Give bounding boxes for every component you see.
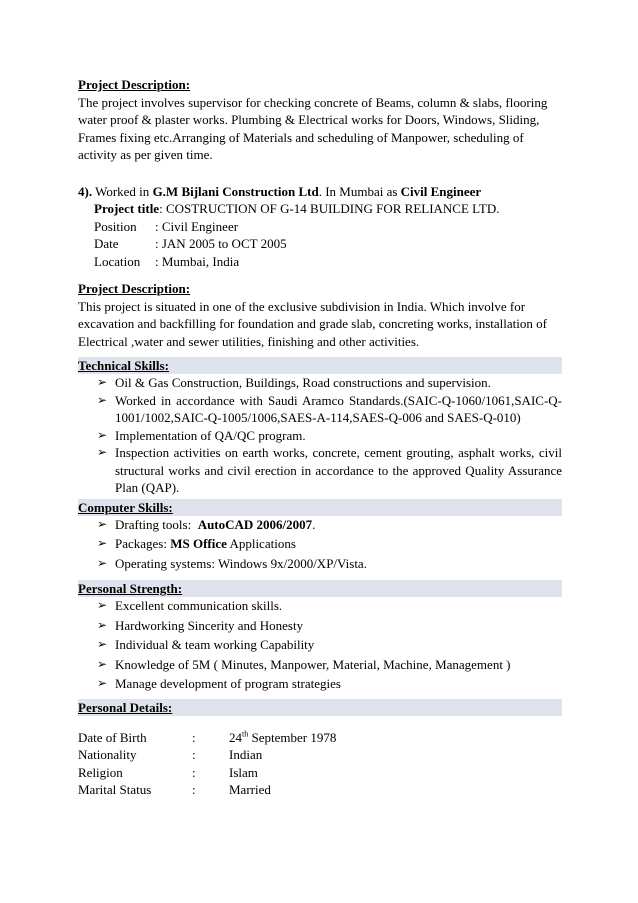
job-number: 4). — [78, 183, 93, 199]
project-description-text: This project is situated in one of the exclusive subdivision in India. Which involve for excavation and backfilling for foundation and grade slab, concreting works, installation of Electrical ,water and sewer utilities, finishing and other activities. — [78, 298, 547, 349]
arrow-bullet-icon: ➢ — [97, 637, 108, 651]
list-item-text: Implementation of QA/QC program. — [115, 427, 306, 443]
arrow-bullet-icon: ➢ — [97, 676, 108, 690]
detail-separator: : — [192, 729, 196, 745]
list-item — [78, 636, 562, 654]
list-item-text: Applications — [226, 536, 296, 551]
arrow-bullet-icon: ➢ — [97, 598, 108, 612]
detail-value: Married — [229, 782, 271, 797]
list-item — [78, 427, 562, 445]
personal-details — [78, 729, 562, 799]
date-row — [78, 235, 562, 253]
project-title-value: : COSTRUCTION OF G-14 BUILDING FOR RELIANCE LTD. — [159, 201, 500, 216]
list-item-text: Excellent communication skills. — [115, 598, 283, 613]
project-description-text: The project involves supervisor for checking concrete of Beams, column & slabs, flooring water proof & plaster works. Plumbing & Electrical works for Doors, Windows, Sliding, Frames fixing etc.Arranging of Materials and scheduling of Manpower, scheduling of activity as per given time. — [78, 94, 548, 162]
list-item-text: Knowledge of 5M ( Minutes, Manpower, Material, Machine, Management ) — [115, 656, 511, 672]
location-row — [78, 253, 562, 271]
dob-day: 24 — [229, 729, 242, 745]
list-item-text: Operating systems: Windows 9x/2000/XP/Vista. — [115, 555, 367, 571]
arrow-bullet-icon: ➢ — [97, 656, 108, 671]
location-label: Location — [94, 253, 141, 269]
dob-rest: September 1978 — [248, 729, 337, 745]
computer-skills-list — [78, 516, 562, 573]
project-title-label: Project title — [94, 201, 160, 216]
resume-page — [78, 76, 562, 799]
list-item-text: Manage development of program strategies — [115, 676, 341, 691]
arrow-bullet-icon: ➢ — [97, 375, 108, 389]
section-heading: Computer Skills: — [78, 499, 173, 515]
date-label: Date — [94, 236, 119, 251]
list-item-text: Individual & team working Capability — [115, 637, 315, 652]
personal-details-heading — [78, 699, 562, 716]
list-item — [78, 675, 562, 693]
list-item-text: Drafting tools: — [115, 516, 198, 532]
list-item — [78, 555, 562, 573]
technical-skills-list — [78, 374, 562, 497]
position-value: : Civil Engineer — [155, 218, 239, 234]
detail-value: Islam — [229, 764, 258, 780]
detail-label: Date of Birth — [78, 729, 147, 745]
list-item — [78, 392, 562, 427]
detail-label: Marital Status — [78, 782, 152, 797]
list-item — [78, 444, 562, 497]
arrow-bullet-icon: ➢ — [97, 392, 108, 407]
section-heading: Personal Strength: — [78, 581, 183, 596]
personal-strength-list — [78, 597, 562, 693]
religion-row — [78, 764, 562, 782]
project-description-4 — [78, 280, 562, 350]
list-item — [78, 617, 562, 635]
software-name: AutoCAD 2006/2007 — [197, 516, 313, 532]
date-value: : JAN 2005 to OCT 2005 — [155, 236, 287, 251]
list-item — [78, 535, 562, 553]
dob-row — [78, 729, 562, 747]
arrow-bullet-icon: ➢ — [97, 555, 108, 570]
dob-suffix: th — [242, 729, 249, 739]
job-text: Worked in — [92, 183, 153, 199]
detail-separator: : — [192, 764, 196, 780]
detail-value: Indian — [229, 747, 263, 762]
section-heading: Personal Details: — [78, 699, 173, 715]
section-heading: Technical Skills: — [78, 358, 169, 373]
detail-separator: : — [192, 782, 196, 797]
technical-skills-heading — [78, 357, 562, 374]
detail-label: Religion — [78, 764, 123, 780]
arrow-bullet-icon: ➢ — [97, 516, 108, 531]
list-item-text: Packages: — [115, 536, 171, 551]
detail-separator: : — [192, 747, 196, 762]
position-row — [78, 218, 562, 236]
detail-value — [229, 729, 336, 747]
arrow-bullet-icon: ➢ — [97, 427, 108, 442]
section-heading: Project Description: — [78, 281, 191, 296]
list-item-text: Worked in accordance with Saudi Aramco Standards.(SAIC-Q-1060/1061,SAIC-Q-1001/1002,SAIC-Q-1005/1006,SAES-A-114,SAES-Q-006 and SAES-Q-010) — [115, 392, 562, 425]
job-text: . In Mumbai as — [318, 183, 401, 199]
section-heading: Project Description: — [78, 77, 191, 92]
detail-label: Nationality — [78, 747, 137, 762]
list-item — [78, 656, 562, 674]
arrow-bullet-icon: ➢ — [97, 536, 108, 550]
location-value: : Mumbai, India — [155, 253, 240, 269]
list-item-text: Oil & Gas Construction, Buildings, Road constructions and supervision. — [115, 375, 491, 390]
computer-skills-heading — [78, 499, 562, 516]
nationality-row — [78, 746, 562, 764]
marital-row — [78, 781, 562, 799]
position-label: Position — [94, 218, 137, 234]
list-item: ➢ Drafting tools: AutoCAD 2006/2007. — [97, 516, 316, 532]
arrow-bullet-icon: ➢ — [97, 617, 108, 632]
job-entry-4 — [78, 183, 562, 271]
list-item — [78, 374, 562, 392]
arrow-bullet-icon: ➢ — [97, 445, 108, 459]
personal-strength-heading — [78, 580, 562, 597]
list-item-text: Hardworking Sincerity and Honesty — [115, 617, 304, 633]
project-description-3 — [78, 76, 562, 164]
list-item-text: Inspection activities on earth works, concrete, cement grouting, asphalt works, civil structural works and civil erection in accordance to the approved Quality Assurance Plan (QAP). — [115, 445, 562, 495]
project-title — [78, 200, 562, 218]
job-header — [78, 183, 562, 201]
list-item — [78, 597, 562, 615]
software-name: MS Office — [170, 536, 227, 551]
job-role: Civil Engineer — [400, 183, 482, 199]
company-name: G.M Bijlani Construction Ltd — [152, 183, 319, 199]
